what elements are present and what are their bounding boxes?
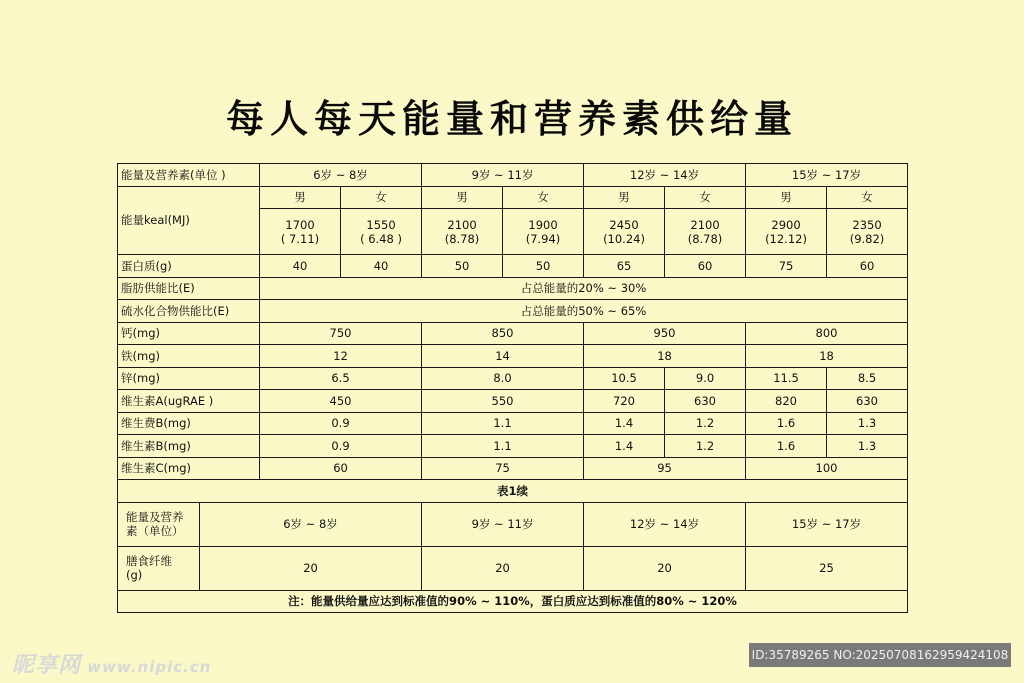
table-cell: 1.2 — [665, 435, 746, 458]
image-id-bar: ID:35789265 NO:20250708162959424108 — [749, 643, 1011, 667]
table-cell: 20 — [422, 546, 584, 590]
nutrition-table — [117, 163, 908, 613]
table-cell: 75 — [422, 457, 584, 480]
table-header-row — [118, 164, 908, 187]
table-cell: 850 — [422, 322, 584, 345]
female-header: 女 — [503, 186, 584, 209]
age-group-header: 9岁 ~ 11岁 — [422, 164, 584, 187]
male-header: 男 — [260, 186, 341, 209]
iron-label: 铁(mg) — [118, 345, 260, 368]
carb-label: 硫水化合物供能比(E) — [118, 300, 260, 323]
vitamin-b1-row — [118, 412, 908, 435]
fat-label: 脂肪供能比(E) — [118, 277, 260, 300]
table-cell: 20 — [200, 546, 422, 590]
zinc-label: 锌(mg) — [118, 367, 260, 390]
table-cell: 95 — [584, 457, 746, 480]
table-cell: 11.5 — [746, 367, 827, 390]
fat-row — [118, 277, 908, 300]
table-cell: 18 — [746, 345, 908, 368]
table-cell: 1.1 — [422, 435, 584, 458]
table-cell: 1.6 — [746, 412, 827, 435]
table2-caption-row — [118, 480, 908, 503]
table2-header-row — [118, 502, 908, 546]
table-cell: 820 — [746, 390, 827, 413]
energy-cell: 2100 (8.78) — [665, 209, 746, 255]
carb-row — [118, 300, 908, 323]
table-cell: 0.9 — [260, 435, 422, 458]
vitamin-b2-row — [118, 435, 908, 458]
table-cell: 800 — [746, 322, 908, 345]
table-cell: 50 — [503, 255, 584, 278]
age-group-header: 6岁 ~ 8岁 — [200, 502, 422, 546]
age-group-header: 9岁 ~ 11岁 — [422, 502, 584, 546]
fiber-label: 膳食纤维 (g) — [118, 546, 200, 590]
table-cell: 450 — [260, 390, 422, 413]
table-cell: 60 — [827, 255, 908, 278]
calcium-label: 钙(mg) — [118, 322, 260, 345]
table-cell: 18 — [584, 345, 746, 368]
table-cell: 750 — [260, 322, 422, 345]
female-header: 女 — [827, 186, 908, 209]
fiber-row — [118, 546, 908, 590]
vitamin-c-label: 维生素C(mg) — [118, 457, 260, 480]
table-cell: 1.6 — [746, 435, 827, 458]
energy-cell: 1700 ( 7.11) — [260, 209, 341, 255]
male-header: 男 — [422, 186, 503, 209]
energy-cell: 2350 (9.82) — [827, 209, 908, 255]
gender-row — [118, 186, 908, 209]
vitamin-b1-label: 维生费B(mg) — [118, 412, 260, 435]
female-header: 女 — [665, 186, 746, 209]
table-cell: 25 — [746, 546, 908, 590]
table-cell: 占总能量的20% ~ 30% — [260, 277, 908, 300]
watermark-url: www.nipic.cn — [87, 658, 212, 676]
energy-cell: 2900 (12.12) — [746, 209, 827, 255]
page-title: 每人每天能量和营养素供给量 — [225, 96, 798, 141]
male-header: 男 — [746, 186, 827, 209]
table-cell: 占总能量的50% ~ 65% — [260, 300, 908, 323]
table-cell: 50 — [422, 255, 503, 278]
table2-caption: 表1续 — [118, 480, 908, 503]
table-cell: 0.9 — [260, 412, 422, 435]
energy-label: 能量keal(MJ) — [118, 186, 260, 255]
table-cell: 8.5 — [827, 367, 908, 390]
table-cell: 60 — [665, 255, 746, 278]
table-cell: 40 — [341, 255, 422, 278]
table-cell: 1.4 — [584, 435, 665, 458]
table-cell: 60 — [260, 457, 422, 480]
energy-cell: 1550 ( 6.48 ) — [341, 209, 422, 255]
age-group-header: 15岁 ~ 17岁 — [746, 164, 908, 187]
vitamin-b2-label: 维生素B(mg) — [118, 435, 260, 458]
table-cell: 65 — [584, 255, 665, 278]
zinc-row — [118, 367, 908, 390]
table-cell: 1.3 — [827, 412, 908, 435]
vitamin-a-row — [118, 390, 908, 413]
table2-header-label: 能量及营养 素（单位） — [118, 502, 200, 546]
table-cell: 10.5 — [584, 367, 665, 390]
table-cell: 75 — [746, 255, 827, 278]
watermark-logo: 昵享网 — [12, 653, 82, 678]
table-cell: 720 — [584, 390, 665, 413]
table-cell: 20 — [584, 546, 746, 590]
watermark — [12, 648, 211, 679]
note-row — [118, 590, 908, 613]
table-cell: 950 — [584, 322, 746, 345]
table-cell: 12 — [260, 345, 422, 368]
male-header: 男 — [584, 186, 665, 209]
age-group-header: 6岁 ~ 8岁 — [260, 164, 422, 187]
table-note: 注：能量供给量应达到标准值的90% ~ 110%，蛋白质应达到标准值的80% ~ 120% — [118, 590, 908, 613]
age-group-header: 12岁 ~ 14岁 — [584, 164, 746, 187]
table-cell: 630 — [665, 390, 746, 413]
table-cell: 40 — [260, 255, 341, 278]
vitamin-c-row — [118, 457, 908, 480]
table-cell: 6.5 — [260, 367, 422, 390]
table-cell: 8.0 — [422, 367, 584, 390]
header-label: 能量及营养素(单位 ) — [118, 164, 260, 187]
table-cell: 100 — [746, 457, 908, 480]
energy-cell: 2100 (8.78) — [422, 209, 503, 255]
table-cell: 9.0 — [665, 367, 746, 390]
iron-row — [118, 345, 908, 368]
protein-label: 蛋白质(g) — [118, 255, 260, 278]
protein-row — [118, 255, 908, 278]
vitamin-a-label: 维生素A(ugRAE ) — [118, 390, 260, 413]
calcium-row — [118, 322, 908, 345]
table-cell: 1.3 — [827, 435, 908, 458]
table-cell: 1.1 — [422, 412, 584, 435]
age-group-header: 12岁 ~ 14岁 — [584, 502, 746, 546]
table-cell: 630 — [827, 390, 908, 413]
table-cell: 1.4 — [584, 412, 665, 435]
energy-cell: 1900 (7.94) — [503, 209, 584, 255]
energy-cell: 2450 (10.24) — [584, 209, 665, 255]
table-cell: 14 — [422, 345, 584, 368]
table-cell: 1.2 — [665, 412, 746, 435]
table-cell: 550 — [422, 390, 584, 413]
age-group-header: 15岁 ~ 17岁 — [746, 502, 908, 546]
female-header: 女 — [341, 186, 422, 209]
